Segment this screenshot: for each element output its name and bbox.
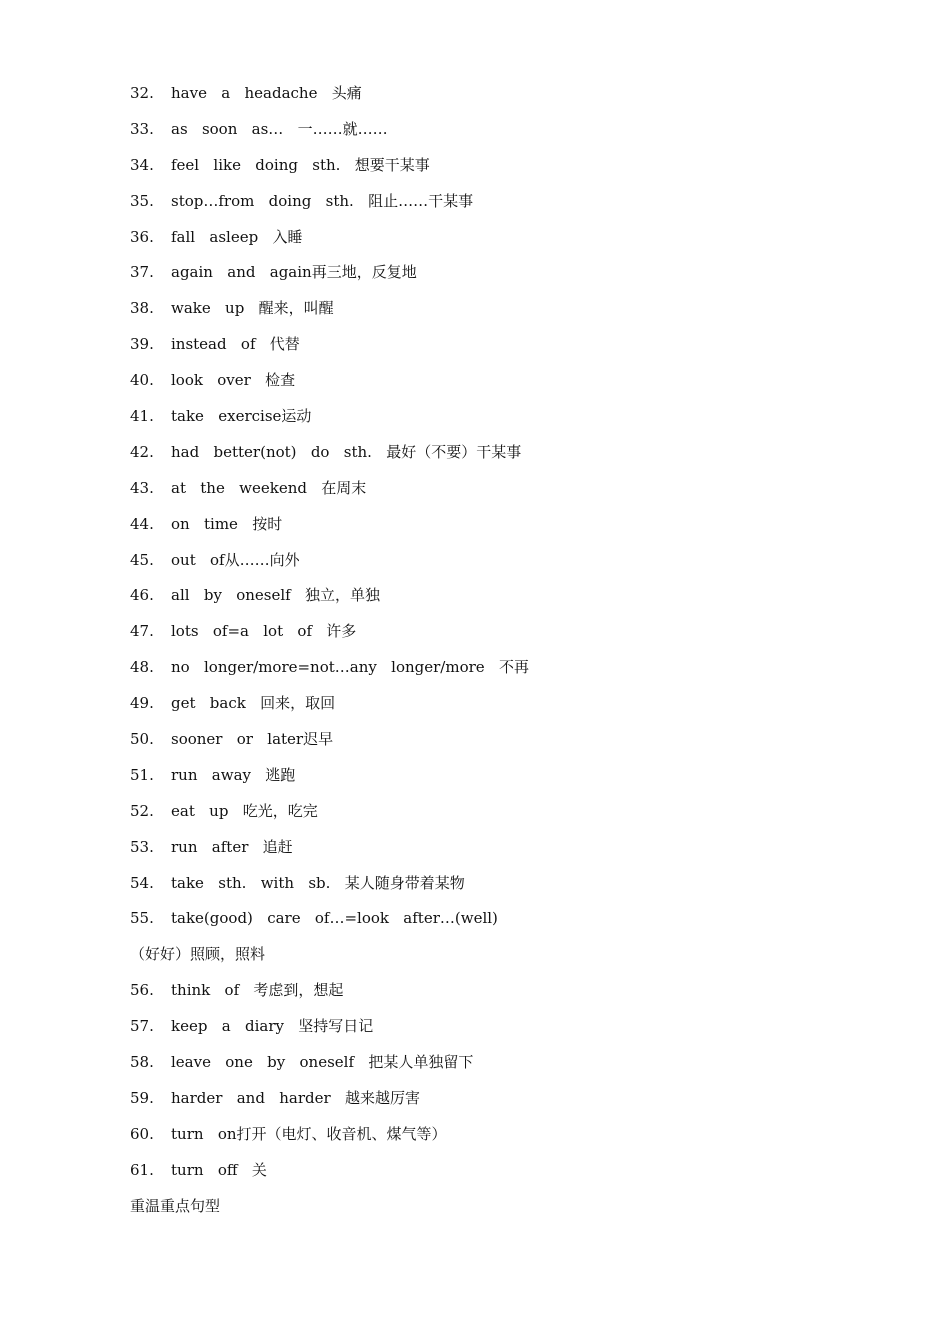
phrase-text: （好好）照顾，照料 bbox=[130, 945, 266, 964]
phrase-line bbox=[130, 403, 890, 439]
line-number: 38. bbox=[130, 299, 154, 318]
phrase-line bbox=[130, 1013, 890, 1049]
phrase-text: feel like doing sth. 想要干某事 bbox=[171, 155, 430, 174]
line-number: 60. bbox=[130, 1124, 154, 1143]
phrase-line bbox=[130, 511, 890, 547]
phrase-line bbox=[130, 295, 890, 331]
phrase-line bbox=[130, 618, 890, 654]
phrase-line bbox=[130, 80, 890, 116]
phrase-text: look over 检查 bbox=[171, 371, 296, 390]
phrase-text: sooner or later迟早 bbox=[171, 730, 334, 749]
line-number: 49. bbox=[130, 694, 154, 713]
phrase-text: keep a diary 坚持写日记 bbox=[171, 1017, 374, 1036]
phrase-text: had better(not) do sth. 最好（不要）干某事 bbox=[171, 442, 522, 461]
line-number: 51. bbox=[130, 765, 154, 784]
line-number: 35. bbox=[130, 191, 154, 210]
phrase-line bbox=[130, 798, 890, 834]
phrase-line bbox=[130, 582, 890, 618]
phrase-text: lots of=a lot of 许多 bbox=[171, 622, 357, 641]
phrase-line bbox=[130, 224, 890, 260]
phrase-line bbox=[130, 475, 890, 511]
line-number: 42. bbox=[130, 442, 154, 461]
phrase-text: again and again再三地，反复地 bbox=[171, 263, 417, 282]
phrase-text: 重温重点句型 bbox=[130, 1196, 221, 1215]
phrase-text: run after 追赶 bbox=[171, 837, 293, 856]
phrase-text: turn off 关 bbox=[171, 1160, 267, 1179]
phrase-line bbox=[130, 1121, 890, 1157]
phrase-list bbox=[130, 80, 890, 1229]
phrase-text: all by oneself 独立，单独 bbox=[171, 586, 381, 605]
phrase-line bbox=[130, 152, 890, 188]
phrase-text: out of从……向外 bbox=[171, 550, 300, 569]
line-number: 39. bbox=[130, 335, 154, 354]
line-number: 52. bbox=[130, 801, 154, 820]
line-number: 45. bbox=[130, 550, 154, 569]
phrase-line bbox=[130, 547, 890, 583]
line-number: 47. bbox=[130, 622, 154, 641]
line-number: 41. bbox=[130, 407, 154, 426]
phrase-text: wake up 醒来，叫醒 bbox=[171, 299, 334, 318]
phrase-text: harder and harder 越来越厉害 bbox=[171, 1088, 420, 1107]
line-number: 37. bbox=[130, 263, 154, 282]
phrase-line bbox=[130, 870, 890, 906]
phrase-line bbox=[130, 367, 890, 403]
phrase-line bbox=[130, 188, 890, 224]
phrase-line bbox=[130, 726, 890, 762]
text-line bbox=[130, 941, 890, 977]
phrase-text: instead of 代替 bbox=[171, 335, 300, 354]
phrase-line bbox=[130, 654, 890, 690]
phrase-text: leave one by oneself 把某人单独留下 bbox=[171, 1053, 474, 1072]
phrase-line bbox=[130, 977, 890, 1013]
phrase-line bbox=[130, 259, 890, 295]
line-number: 36. bbox=[130, 227, 154, 246]
line-number: 56. bbox=[130, 981, 154, 1000]
phrase-text: turn on打开（电灯、收音机、煤气等） bbox=[171, 1124, 447, 1143]
line-number: 43. bbox=[130, 478, 154, 497]
phrase-text: eat up 吃光，吃完 bbox=[171, 801, 318, 820]
phrase-text: no longer/more=not…any longer/more 不再 bbox=[171, 658, 529, 677]
phrase-line bbox=[130, 834, 890, 870]
phrase-text: think of 考虑到，想起 bbox=[171, 981, 344, 1000]
phrase-text: take(good) care of…=look after…(well) bbox=[171, 909, 498, 928]
line-number: 57. bbox=[130, 1017, 154, 1036]
phrase-text: run away 逃跑 bbox=[171, 765, 296, 784]
phrase-line bbox=[130, 1085, 890, 1121]
phrase-text: have a headache 头痛 bbox=[171, 84, 362, 102]
phrase-line bbox=[130, 331, 890, 367]
line-number: 50. bbox=[130, 730, 154, 749]
line-number: 58. bbox=[130, 1053, 154, 1072]
phrase-text: take exercise运动 bbox=[171, 407, 312, 426]
line-number: 44. bbox=[130, 514, 154, 533]
line-number: 59. bbox=[130, 1088, 154, 1107]
line-number: 33. bbox=[130, 119, 154, 138]
phrase-text: stop…from doing sth. 阻止……干某事 bbox=[171, 191, 474, 210]
phrase-text: at the weekend 在周末 bbox=[171, 478, 367, 497]
phrase-line bbox=[130, 690, 890, 726]
line-number: 32. bbox=[130, 84, 154, 102]
line-number: 61. bbox=[130, 1160, 154, 1179]
text-line bbox=[130, 1193, 890, 1229]
line-number: 54. bbox=[130, 873, 154, 892]
phrase-line bbox=[130, 1157, 890, 1193]
phrase-line bbox=[130, 762, 890, 798]
phrase-line bbox=[130, 116, 890, 152]
line-number: 34. bbox=[130, 155, 154, 174]
line-number: 55. bbox=[130, 909, 154, 928]
phrase-text: get back 回来，取回 bbox=[171, 694, 336, 713]
phrase-line bbox=[130, 1049, 890, 1085]
phrase-text: fall asleep 入睡 bbox=[171, 227, 303, 246]
line-number: 46. bbox=[130, 586, 154, 605]
line-number: 53. bbox=[130, 837, 154, 856]
phrase-line bbox=[130, 905, 890, 941]
phrase-text: as soon as… 一……就…… bbox=[171, 119, 388, 138]
line-number: 40. bbox=[130, 371, 154, 390]
line-number: 48. bbox=[130, 658, 154, 677]
phrase-line bbox=[130, 439, 890, 475]
phrase-text: on time 按时 bbox=[171, 514, 283, 533]
phrase-text: take sth. with sb. 某人随身带着某物 bbox=[171, 873, 465, 892]
